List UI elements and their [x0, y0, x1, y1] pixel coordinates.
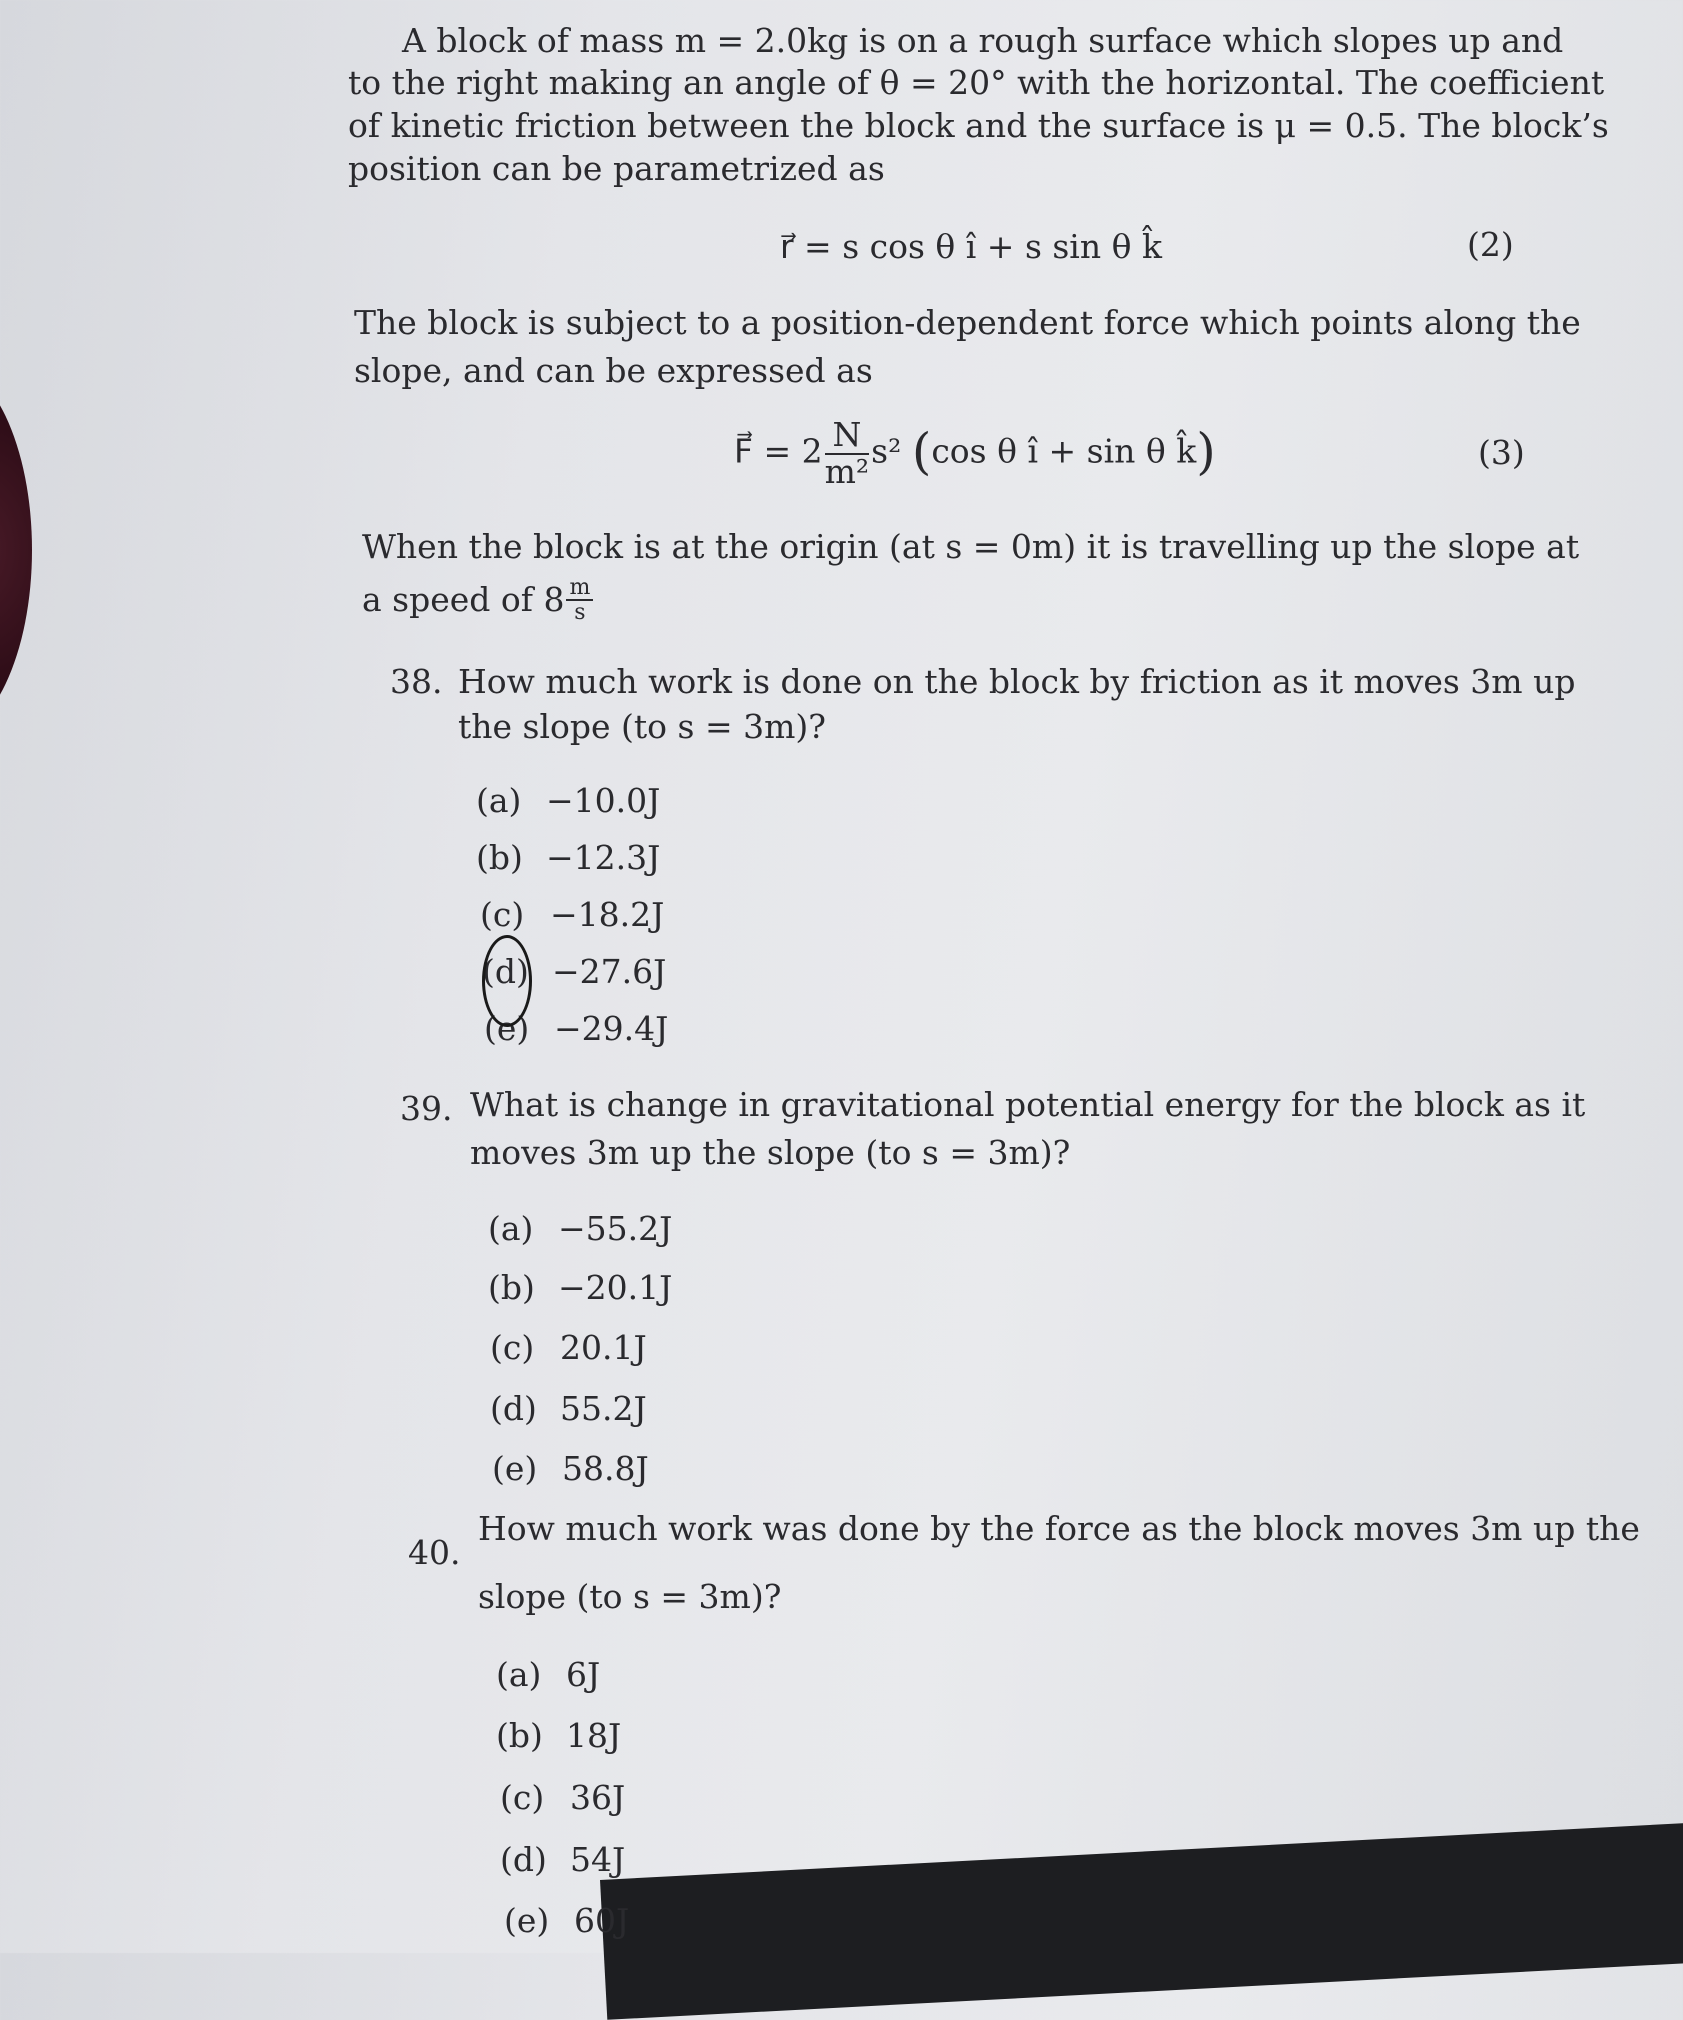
option-label: (e) — [492, 1449, 538, 1488]
option-value: −18.2J — [550, 895, 665, 934]
option-value: 18J — [566, 1716, 622, 1755]
question-line-1: How much work was done by the force as the block moves 3m up the — [478, 1509, 1640, 1548]
screen-bezel-bottom — [600, 1817, 1683, 2020]
equation-2-number: (2) — [1467, 225, 1514, 264]
option-value: 20.1J — [560, 1328, 647, 1367]
option-value: 54J — [570, 1840, 626, 1879]
equation-3-number: (3) — [1478, 433, 1525, 472]
question-number: 38. — [390, 662, 443, 701]
option-label: (b) — [496, 1716, 543, 1755]
option-b[interactable] — [476, 838, 661, 877]
option-label: (a) — [496, 1655, 542, 1694]
option-label: (c) — [480, 895, 525, 934]
option-label: (d) — [490, 1389, 537, 1428]
option-label: (e) — [484, 1009, 530, 1048]
option-e[interactable] — [504, 1901, 630, 1940]
speed-unit-fraction — [566, 576, 593, 624]
option-label: (a) — [476, 781, 522, 820]
force-intro-line-2: slope, and can be expressed as — [354, 351, 873, 390]
option-label: (d) — [482, 952, 529, 991]
intro-line-2: to the right making an angle of θ = 20° with the horizontal. The coefficient — [348, 63, 1605, 102]
right-paren: ) — [1196, 422, 1216, 481]
option-value: −55.2J — [558, 1209, 673, 1248]
option-e[interactable] — [492, 1449, 649, 1488]
equation-3-s-squared: s² — [871, 431, 902, 471]
option-value: −27.6J — [552, 952, 667, 991]
origin-line-2 — [362, 576, 595, 624]
option-label: (b) — [476, 838, 523, 877]
option-value: −20.1J — [558, 1268, 673, 1307]
question-number: 39. — [400, 1089, 453, 1128]
option-label: (a) — [488, 1209, 534, 1248]
fraction-denominator: m² — [824, 451, 870, 491]
option-a[interactable] — [496, 1655, 601, 1694]
equation-3 — [734, 415, 1216, 491]
option-d[interactable] — [500, 1840, 626, 1879]
option-c[interactable] — [500, 1778, 626, 1817]
equation-3-paren-content: cos θ î + sin θ k̂ — [931, 431, 1197, 471]
option-label: (c) — [490, 1328, 535, 1367]
option-value: 55.2J — [560, 1389, 647, 1428]
option-a[interactable] — [476, 781, 661, 820]
option-c[interactable] — [480, 895, 665, 934]
option-d[interactable] — [490, 1389, 647, 1428]
option-value: −29.4J — [554, 1009, 669, 1048]
left-paren: ( — [911, 422, 932, 481]
option-value: 60J — [574, 1901, 630, 1940]
handwritten-answer-circle — [482, 935, 532, 1027]
question-line-2: moves 3m up the slope (to s = 3m)? — [470, 1133, 1071, 1172]
option-c[interactable] — [490, 1328, 647, 1367]
unit-denominator: s — [574, 600, 586, 626]
option-b[interactable] — [488, 1268, 673, 1307]
intro-line-4: position can be parametrized as — [348, 149, 885, 188]
option-value: 6J — [566, 1655, 601, 1694]
equation-3-fraction — [824, 415, 870, 491]
question-line-2: the slope (to s = 3m)? — [458, 707, 826, 746]
question-line-1: What is change in gravitational potential energy for the block as it — [470, 1085, 1586, 1124]
fraction-numerator: N — [825, 418, 870, 455]
option-value: 58.8J — [562, 1449, 649, 1488]
option-value: −12.3J — [546, 838, 661, 877]
equation-3-lhs: F⃗ = 2 — [734, 431, 823, 471]
force-intro-line-1: The block is subject to a position-dependent force which points along the — [354, 303, 1581, 342]
question-number: 40. — [408, 1533, 461, 1572]
option-label: (b) — [488, 1268, 535, 1307]
origin-line-2-prefix: a speed of 8 — [362, 580, 565, 620]
equation-2: r⃗ = s cos θ î + s sin θ k̂ — [780, 227, 1162, 266]
option-label: (d) — [500, 1840, 547, 1879]
question-line-2: slope (to s = 3m)? — [478, 1577, 782, 1616]
intro-line-3: of kinetic friction between the block and the surface is μ = 0.5. The block’s — [348, 106, 1609, 145]
option-value: 36J — [570, 1778, 626, 1817]
option-label: (c) — [500, 1778, 545, 1817]
question-line-1: How much work is done on the block by friction as it moves 3m up — [458, 662, 1576, 701]
option-b[interactable] — [496, 1716, 622, 1755]
option-label: (e) — [504, 1901, 550, 1940]
intro-line-1: A block of mass m = 2.0kg is on a rough surface which slopes up and — [402, 21, 1564, 60]
option-a[interactable] — [488, 1209, 673, 1248]
monitor-edge-shadow — [0, 360, 32, 740]
unit-numerator: m — [566, 576, 593, 601]
option-value: −10.0J — [546, 781, 661, 820]
origin-line-1: When the block is at the origin (at s = 0m) it is travelling up the slope at — [362, 527, 1580, 566]
